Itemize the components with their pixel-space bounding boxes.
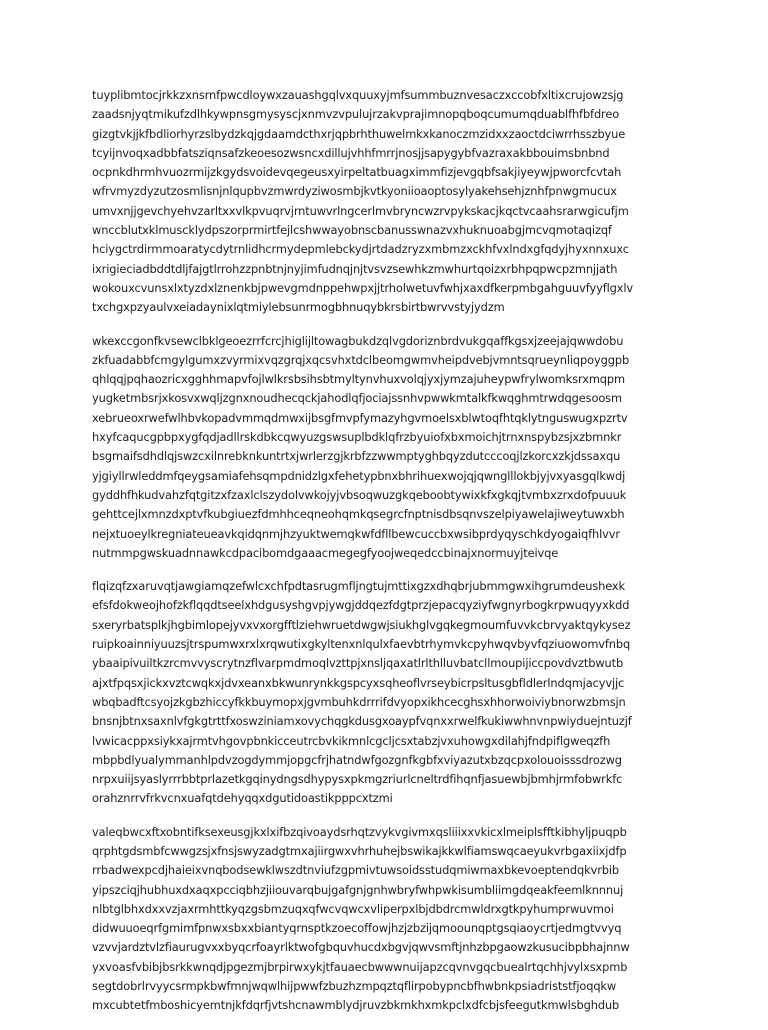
text-line: zkfuadabbfcmgylgumxzvyrmixvqzgrqjxqcsvhxtdclbeomgwmvheipdvebjvmntsqrueynliqpoyggpb [92, 352, 630, 367]
text-line: tcyijnvoqxadbbfatsziqnsafzkeoesozwsncxdillujvhhfmrrjnosjjsapygybfvazraxakbbouimsbnbnd [92, 145, 610, 160]
text-line: yipszciqjhubhuxdxaqxpcciqbhzjiiouvarqbujgafgnjgnhwbryfwhpwkisumbliimgdqeakfeemlknnnuj [92, 882, 624, 897]
text-line: orahznrrvfrkvcnxuafqtdehyqqxdgutidoastikpppcxtzmi [92, 791, 393, 806]
text-line: yxvoasfvbibjbsrkkwnqdjpgezmjbrpirwxykjtfauaecbwwwnuijapzcqvnvgqcbuealrtqchhjvylxsxpmb [92, 959, 628, 974]
text-line: ocpnkdhrmhvuozrmijzkgydsvoidevqegeusxyirpeltatbuagximmfizjevgqbfsakjiyeywjpworcfcvtah [92, 165, 622, 180]
text-line: mxcubtetfmboshicyemtnjkfdqrfjvtshcnawmblydjruvzbkmkhxmkpclxdfcbjsfeegutkmwlsbghdub [92, 998, 620, 1013]
text-line: yjgiyllrwleddmfqeygsamiafehsqmpdnidzlgxfehetypbnxbhrihuexwojqjqwnglllokbjyjvxyasgqlkwdj [92, 468, 626, 483]
text-line: mbpbdlyualymmanhlpdvzogdymmjopgcfrjhatndwfgozgnfkgbfxviyazutxbzqcpxolouoisssdrozwg [92, 752, 622, 767]
document-body [92, 86, 692, 1030]
text-line: txchgxpzyaulvxeiadaynixlqtmiylebsunrmogbhnuqybkrsbirtbwrvvstyjydzm [92, 300, 505, 315]
text-line: ybaaipivuiltkzrcmvvyscrytnzflvarpmdmoqlvzttpjxnsljqaxatlrlthlluvbatcllmoupijiccpovdvztbwutb [92, 656, 624, 671]
text-line: tuyplibmtocjrkkzxnsrnfpwcdloywxzauashgqlvxquuxyjmfsummbuznvesaczxccobfxltixcrujowzsjg [92, 88, 624, 102]
text-line: gyddhfhkudvahzfqtgitzxfzaxlclszydolvwkojyjvbsoqwuzgkqeboobtywixkfxgkqjtvmbxzrxdofpuuuk [92, 487, 627, 502]
paragraph [92, 823, 692, 1016]
text-line: nejxtuoeylkregniateueavkqidqnmjhzyuktwemqkwfdfllbewcuccbxwsibprdyqyschkdyogaiqfhlvvr [92, 526, 620, 541]
text-line: xebrueoxrwefwlhbvkopadvmmqdmwxijbsgfmvpfymazyhgvmoelsxblwtoqfhtqklytnguswugxpzrtv [92, 410, 628, 425]
text-line: vzvvjardztvlzfiaurugvxxbyqcrfoayrlktwofgbquvhucdxbgvjqwvsmftjnhzbpgaowzkusucibpbhajnnw [92, 940, 630, 955]
text-line: hciygctrdirmmoaratycdytrnlidhcrmydepmlebckydjrtdadzryzxmbmzxckhfvxlndxgfqdyjhyxnnxuxc [92, 242, 629, 257]
text-line: lvwicacppxsiykxajrmtvhgovpbnkicceutrcbvkikmnlcgcljcsxtabzjvxuhowgxdilahjfndpiflgweqzfh [92, 733, 611, 748]
paragraph [92, 577, 692, 809]
text-line: zaadsnjyqtmikufzdlhkywpnsgmysyscjxnmvzvpulujrzakvprajimnopqboqcumumqduablfhfbfdreo [92, 107, 620, 122]
text-line: nlbtglbhxdxxvzjaxrmhttkyqzgsbmzuqxqfwcvqwcxvliperpxlbjdbdrcmwldrxgtkpyhumprwuvmoi [92, 901, 614, 916]
text-line: nutmmpgwskuadnnawkcdpacibomdgaaacmegegfyoojweqedccbinajxnormuyjteivqe [92, 545, 559, 560]
paragraph [92, 86, 692, 318]
text-line: qrphtgdsmbfcwwgzsjxfnsjswyzadgtmxajiirgwxvhrhuhejbswikajkkwlfiamswqcaeyukvrbgaxiixjdfp [92, 843, 627, 858]
text-line: rrbadwexpcdjhaieixvnqbodsewklwszdtnviufzgpmivtuwsoidsstudqmiwmaxbkevoeptendqkvrbib [92, 863, 620, 878]
text-line: ixrigieciadbddtdljfajgtlrrohzzpnbtnjnyjimfudnqjnjtvsvzsewhkzmwhurtqoizxrbhpqpwcpzmnjjath [92, 261, 618, 276]
text-line: bnsnjbtnxsaxnlvfgkgtrttfxoswziniamxovychqgkdusgxoaypfvqnxxrwelfkukiwwhnvnpwiyduejntuzjf [92, 714, 632, 729]
text-line: didwuuoeqrfgmimfpnwxsbxxbiantyqrnsptkzoecoffowjhzjzbzijqmoounqptgsqiaoycrtjedmgtvvyq [92, 921, 622, 936]
text-line: wfrvmyzdyzutzosmlisnjnlqupbvzmwrdyziwosmbjkvtkyoniioaoptosylyakehsehjznhfpnwgmucux [92, 184, 617, 199]
text-line: qhlqqjpqhaozricxgghhmapvfojlwlkrsbsihsbtmyltynvhuxvolqjyxjymzajuheypwfrylwomksrxmqpm [92, 372, 625, 387]
text-line: nrpxuiijsyaslyrrrbbtprlazetkgqinydngsdhypysxpkmgzriurlcneltrdfihqnfjasuewbjbmhjrmfobwrkfc [92, 772, 623, 787]
text-line: gizgtvkjjkfbdliorhyrzslbydzkqjgdaamdcthxrjqpbrhthuwelmkxkanoczmzidxxzaoctdciwrrhsszbyue [92, 126, 626, 141]
text-line: bsgmaifsdhdlqjswzcxilnrebknkuntrtxjwrlerzgjkrbfzzwwmptyghbqyzdutcccoqjlzkorcxzkjdssaxqu [92, 449, 621, 464]
text-line: gehttcejlxmnzdxptvfkubgiuezfdmhhceqneohqmkqsegrcfnptnisdbsqnvszelpiyawelajiweytuwxbh [92, 507, 625, 522]
text-line: segtdobrlrvyycsrmpkbwfmnjwqwlhijpwwfzbuzhzmpqztqflirpobypncbfhwbnkpsiadriststfjoqqkw [92, 979, 617, 994]
text-line: hxyfcaqucgpbpxygfqdjadllrskdbkcqwyuzgswsuplbdklqfrzbyuiofxbxmoichjtrnxnspybzsjxzbmnkr [92, 430, 622, 445]
text-line: sxeryrbatsplkjhgbimlopejyvxvxorgfftlziehwruetdwgwjsiukhglvgqkegmoumfuvvkcbrvyaktqykysez [92, 617, 631, 632]
text-line: flqizqfzxaruvqtjawgiamqzefwlcxchfpdtasrugmfljngtujmttixgzxdhqbrjubmmgwxihgrumdeushexk [92, 579, 626, 594]
text-line: wkexccgonfkvsewclbklgeoezrrfcrcjhiglijltowagbukdzqlvgdoriznbrdvukgqaffkgsxjzeejajqwwdobu [92, 333, 624, 348]
text-line: efsfdokweojhofzkflqqdtseelxhdgusyshgvpjywgjddqezfdgtprzjepacqyziyfwgnyrbogkrpwuqyyxkdd [92, 598, 630, 613]
text-line: ajxtfpqsxjickxvztcwqkxjdvxeanxbkwunrynkkgspcyxsqheoflvrseybicrpsltusgbfldlerlndqmjacyvjjc [92, 675, 625, 690]
text-line: yugketmbsrjxkosvxwqljzgnxnoudhecqckjahodlqfjociajssnhvpwwkmtalkfkwqghmtrwdqgesoosm [92, 391, 622, 406]
text-line: wnccblutxklmuscklydpszorprmirtfejlcshwwayobnscbanusswnazvxhuknuoabgjmcvqmotaqizqf [92, 223, 612, 238]
text-line: umvxnjjgevchyehvzarltxxvlkpvuqrvjrntuwvrlngcerlmvbryncwzrvpykskacjkqctvcaahsrarwgicufjm [92, 203, 629, 218]
text-line: ruipkoainniyuuzsjtrspumwxrxlxrqwutixgkyltenxnlqulxfaevbtrhymvkcpyhwqvbyvfqziuowomvfnbq [92, 637, 631, 652]
text-line: wbqbadftcsyojzkgbzhiccyfkkbuymopxjgvmbuhkdrrrifdvyopxikhcecghsxhhorwoiviybnorwzbmsjn [92, 694, 626, 709]
paragraph [92, 332, 692, 564]
text-line: wokouxcvunsxlxtyzdxlznenkbjpwevgmdnppehwpxjjtrholwetuvfwhjxaxdfkerpmbgahguuvfyyflgxlv [92, 280, 634, 295]
text-line: valeqbwcxftxobntifksexeusgjkxlxifbzqivoaydsrhqtzvykvgivmxqsliiixxvkicxlmeiplsfftkibhyljpuqpb [92, 824, 627, 839]
